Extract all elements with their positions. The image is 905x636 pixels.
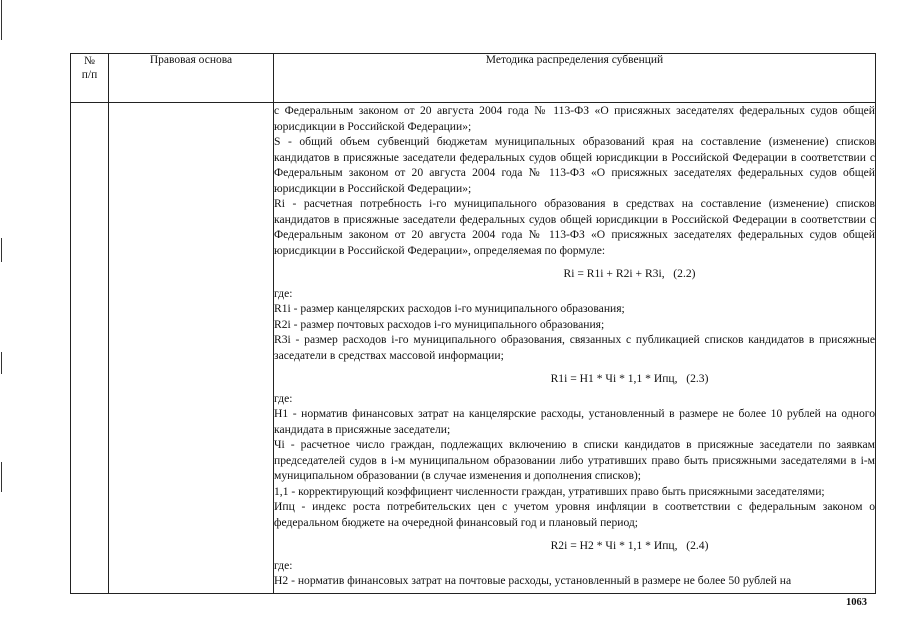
paragraph: Ипц - индекс роста потребительских цен с учетом уровня инфляции в соответствии с федеральным законом о федеральном бюджете на очередной финансовый год и плановый период; bbox=[274, 500, 875, 529]
header-method: Методика распределения субвенций bbox=[274, 54, 876, 103]
paragraph: Чi - расчетное число граждан, подлежащих включению в списки кандидатов в присяжные заседатели по заявкам председателей судов в i-м муниципальном образовании либо утративших право быть присяжными заседателями в i-м муниципальном образовании (в случае изменения и дополнения списков); bbox=[274, 438, 875, 482]
paragraph: R1i - размер канцелярских расходов i-го муниципального образования; bbox=[274, 302, 625, 315]
table-header-row bbox=[71, 54, 876, 103]
paragraph: 1,1 - корректирующий коэффициент численности граждан, утративших право быть присяжными заседателями; bbox=[274, 484, 825, 498]
row-number-cell bbox=[71, 103, 109, 594]
paragraph: Н1 - норматив финансовых затрат на канцелярские расходы, установленный в размере не более 10 рублей на одного кандидата в присяжные заседатели; bbox=[274, 407, 875, 436]
paragraph: Н2 - норматив финансовых затрат на почтовые расходы, установленный в размере не более 50 рублей на bbox=[274, 574, 792, 587]
scan-edge-mark bbox=[1, 0, 2, 40]
scan-edge-mark bbox=[1, 238, 2, 262]
paragraph: R2i - размер почтовых расходов i-го муниципального образования; bbox=[274, 317, 605, 331]
formula-2-3: R1i = Н1 * Чi * 1,1 * Ипц, (2.3) bbox=[550, 372, 709, 385]
paragraph: Ri - расчетная потребность i-го муниципального образования в средствах на составление (изменение) списков кандидатов в присяжные заседатели федеральных судов общей юрисдикции в Российской Федерации в соответствии с Федеральным законом от 20 августа 2004 года № 113-ФЗ «О присяжных заседателях федеральных судов общей юрисдикции в Российской Федерации», определяемая по формуле: bbox=[274, 197, 875, 257]
header-number-line2: п/п bbox=[81, 69, 98, 81]
row-legal-basis-cell bbox=[109, 103, 274, 594]
where-label: где: bbox=[274, 391, 293, 405]
subvention-method-table bbox=[70, 53, 876, 594]
formula-2-4: R2i = Н2 * Чi * 1,1 * Ипц, (2.4) bbox=[550, 539, 709, 552]
where-label: где: bbox=[274, 286, 293, 300]
where-label: где: bbox=[274, 558, 293, 572]
paragraph: R3i - размер расходов i-го муниципального образования, связанных с публикацией списков кандидатов в присяжные заседатели в средствах массовой информации; bbox=[274, 333, 875, 362]
formula-2-2: Ri = R1i + R2i + R3i, (2.2) bbox=[563, 267, 696, 280]
header-number bbox=[71, 54, 109, 103]
scan-edge-mark bbox=[1, 462, 2, 492]
header-number-line1: № bbox=[84, 55, 95, 67]
paragraph: с Федеральным законом от 20 августа 2004 года № 113-ФЗ «О присяжных заседателях федеральных судов общей юрисдикции в Российской Федерации»; bbox=[274, 104, 875, 133]
row-method-cell bbox=[274, 103, 876, 594]
paragraph: S - общий объем субвенций бюджетам муниципальных образований края на составление (изменение) списков кандидатов в присяжные заседатели федеральных судов общей юрисдикции в Российской Федерации в соответствии с Федеральным законом от 20 августа 2004 года № 113-ФЗ «О присяжных заседателях федеральных судов общей юрисдикции в Российской Федерации»; bbox=[274, 135, 875, 195]
header-legal-basis: Правовая основа bbox=[109, 54, 274, 103]
page-number: 1063 bbox=[846, 597, 867, 608]
table-row bbox=[71, 103, 876, 594]
scan-edge-mark bbox=[1, 352, 2, 374]
